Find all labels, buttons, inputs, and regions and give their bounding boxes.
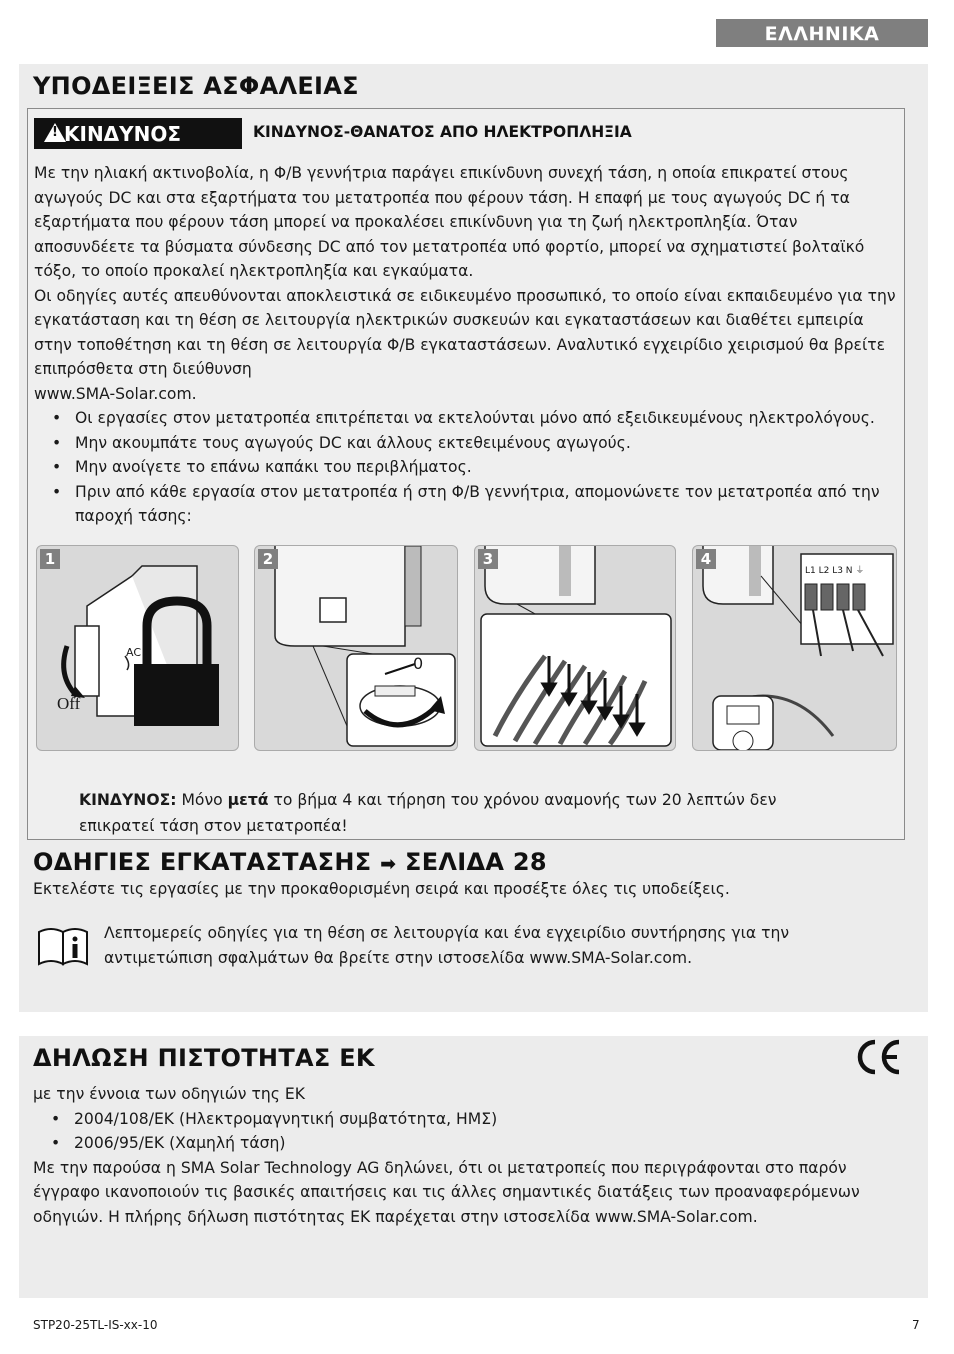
list-item: • Μην ανοίγετε το επάνω καπάκι του περιβλήματος. <box>34 455 896 480</box>
figure-number: 1 <box>40 549 60 569</box>
danger-note-emphasis: μετά <box>227 791 269 809</box>
document-code: STP20-25TL-IS-xx-10 <box>33 1318 158 1332</box>
voltage-measurement-illustration <box>693 546 896 750</box>
list-item: • Οι εργασίες στον μετατροπέα επιτρέπεται να εκτελούνται μόνο από εξειδικευμένους ηλεκτρολόγους. <box>34 406 896 431</box>
ac-label: AC <box>126 646 142 659</box>
declaration-text: Με την παρούσα η SMA Solar Technology AG δηλώνει, ότι οι μετατροπείς που περιγράφονται στο παρόν έγγραφο ικανοποιούν τις βασικές απαιτήσεις και τις άλλες σημαντικές διατάξεις των προαναφερόμενων οδηγιών. Η πλήρης δήλωση πιστότητας ΕΚ παρέχεται στην ιστοσελίδα www.SMA-Solar.com. <box>33 1158 860 1226</box>
danger-note <box>79 787 839 839</box>
ce-mark-icon <box>855 1038 903 1076</box>
figure-3-dc-connectors <box>474 545 676 751</box>
dc-connectors-illustration <box>475 546 675 750</box>
installation-page-ref: ΣΕΛΙΔΑ 28 <box>405 848 547 876</box>
figure-number: 4 <box>696 549 716 569</box>
list-item: • 2004/108/ΕΚ (Ηλεκτρομαγνητική συμβατότητα, ΗΜΣ) <box>33 1107 895 1132</box>
page-number: 7 <box>912 1318 920 1332</box>
danger-paragraph-1: Με την ηλιακή ακτινοβολία, η Φ/Β γεννήτρια παράγει επικίνδυνη συνεχή τάση, η οποία επικρατεί στους αγωγούς DC και στα εξαρτήματα του μετατροπέα που φέρουν τάση. Η επαφή με τους αγωγούς DC ή τα εξαρτήματα που φέρουν τάση μπορεί να προκαλέσει επικίνδυνη για τη ζωή ηλεκτροπληξία. Όταν αποσυνδέετε τα βύσματα σύνδεσης DC από τον μετατροπέα υπό φορτίο, μπορεί να σχηματιστεί βολταϊκό τόξο, το οποίο προκαλεί ηλεκτροπληξία και εγκαύματα. <box>34 164 865 280</box>
figure-1-ac-breaker-lock <box>36 545 239 751</box>
danger-badge <box>34 118 242 149</box>
language-tab: ΕΛΛΗΝΙΚΑ <box>716 19 928 47</box>
danger-title: ΚΙΝΔΥΝΟΣ-ΘΑΝΑΤΟΣ ΑΠΟ ΗΛΕΚΤΡΟΠΛΗΞΙΑ <box>253 123 632 141</box>
danger-paragraph-2: Οι οδηγίες αυτές απευθύνονται αποκλειστικά σε ειδικευμένο προσωπικό, το οποίο είναι εκπαιδευμένο για την εγκατάσταση και τη θέση σε λειτουργία ηλεκτρικών συσκευών και εγκαταστάσεων και διαθέτει εμπειρία στην τοποθέτηση και τη θέση σε λειτουργία Φ/Β εγκαταστάσεων. Αναλυτικό εγχειρίδιο χειρισμού θα βρείτε επιπρόσθετα στη διεύθυνση <box>34 286 896 378</box>
switch-position-label: 0 <box>413 654 424 673</box>
declaration-intro: με την έννοια των οδηγιών της ΕΚ <box>33 1085 305 1103</box>
figure-number: 2 <box>258 549 278 569</box>
figure-2-dc-switch <box>254 545 458 751</box>
figure-4-voltage-check <box>692 545 897 751</box>
list-item: • Μην ακουμπάτε τους αγωγούς DC και άλλους εκτεθειμένους αγωγούς. <box>34 431 896 456</box>
danger-badge-label: ΚΙΝΔΥΝΟΣ <box>64 122 182 146</box>
installation-heading <box>33 848 547 876</box>
off-label: Off <box>57 694 81 713</box>
danger-note-pre: Μόνο <box>176 791 228 809</box>
danger-box <box>27 108 905 840</box>
list-item: • Πριν από κάθε εργασία στον μετατροπέα ή στη Φ/Β γεννήτρια, απομονώνετε τον μετατροπέα από την παροχή τάσης: <box>34 480 896 529</box>
warning-icon <box>44 123 66 142</box>
right-arrow-icon: ➡ <box>380 853 397 875</box>
list-item: • 2006/95/ΕΚ (Χαμηλή τάση) <box>33 1131 895 1156</box>
danger-text <box>34 161 896 529</box>
manual-url: www.SMA-Solar.com. <box>34 384 197 403</box>
directive-list <box>33 1107 895 1156</box>
safety-bullets <box>34 406 896 529</box>
declaration-heading: ΔΗΛΩΣΗ ΠΙΣΤΟΤΗΤΑΣ ΕΚ <box>33 1044 375 1072</box>
declaration-body <box>33 1082 895 1229</box>
installation-intro: Εκτελέστε τις εργασίες με την προκαθορισμένη σειρά και προσέξτε όλες τις υποδείξεις. <box>33 880 730 898</box>
manual-info-icon <box>37 926 89 966</box>
installation-heading-text: ΟΔΗΓΙΕΣ ΕΓΚΑΤΑΣΤΑΣΗΣ <box>33 848 372 876</box>
installation-info-text: Λεπτομερείς οδηγίες για τη θέση σε λειτουργία και ένα εγχειρίδιο συντήρησης για την αντιμετώπιση σφαλμάτων θα βρείτε στην ιστοσελίδα www.SMA-Solar.com. <box>104 924 790 967</box>
danger-note-label: ΚΙΝΔΥΝΟΣ: <box>79 791 177 809</box>
dc-switch-illustration <box>255 546 457 750</box>
figure-number: 3 <box>478 549 498 569</box>
danger-note-post: το βήμα 4 και τήρηση του χρόνου αναμονής των 20 λεπτών δεν επικρατεί τάση στον μετατροπέα! <box>79 791 777 835</box>
terminal-labels: L1 L2 L3 N ⏚ <box>805 566 865 576</box>
safety-heading: ΥΠΟΔΕΙΞΕΙΣ ΑΣΦΑΛΕΙΑΣ <box>33 72 359 100</box>
